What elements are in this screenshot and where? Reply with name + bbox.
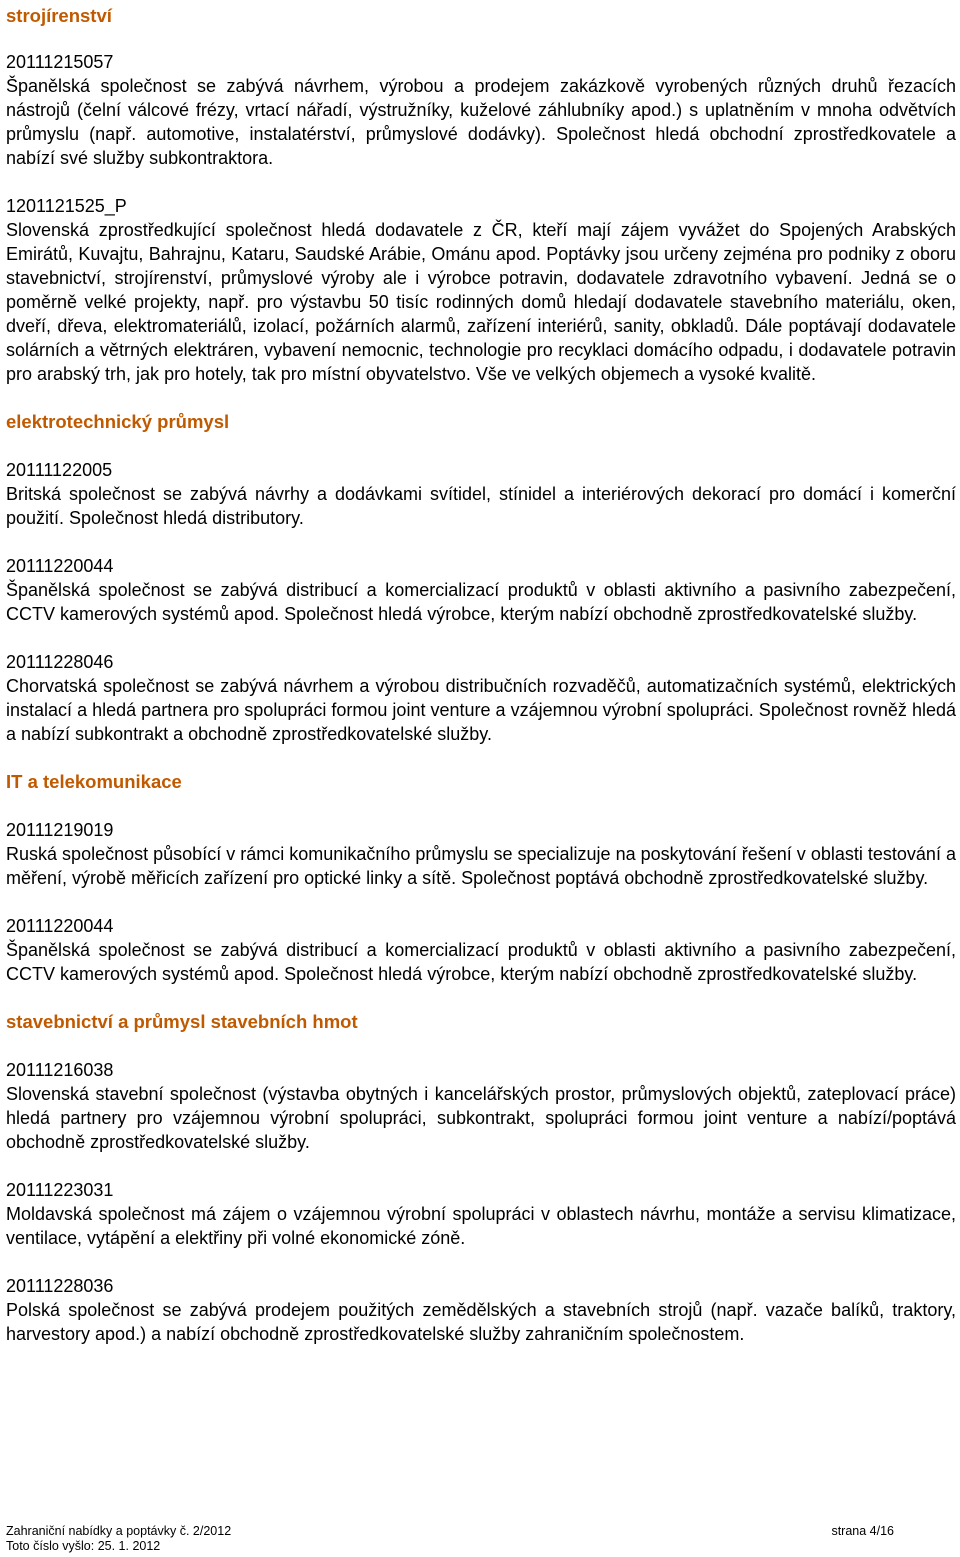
footer-page-number: strana 4/16 [831, 1524, 894, 1538]
section-elektrotechnicky-prumysl [6, 410, 956, 746]
offer-id: 20111122005 [6, 460, 113, 480]
offer-text: Moldavská společnost má zájem o vzájemnou výrobní spolupráci v oblastech návrhu, montáže a servisu klimatizace, ventilace, vytápění a elektřiny při volné ekonomické zóně. [6, 1204, 956, 1248]
offer-text: Španělská společnost se zabývá návrhem, výrobou a prodejem zakázkově vyrobených různých druhů řezacích nástrojů (čelní válcové frézy, vrtací nářadí, výstružníky, kuželové záhlubníky apod.) s uplatněním v mnoha odvětvích průmyslu (např. automotive, instalatérství, průmyslové dodávky). Společnost hledá obchodní zprostředkovatele a nabízí své služby subkontraktora. [6, 76, 956, 168]
offer-text: Španělská společnost se zabývá distribucí a komercializací produktů v oblasti aktivního a pasivního zabezpečení, CCTV kamerových systémů apod. Společnost hledá výrobce, kterým nabízí obchodně zprostředkovatelské služby. [6, 940, 956, 984]
offer-text: Španělská společnost se zabývá distribucí a komercializací produktů v oblasti aktivního a pasivního zabezpečení, CCTV kamerových systémů apod. Společnost hledá výrobce, kterým nabízí obchodně zprostředkovatelské služby. [6, 580, 956, 624]
offer-id: 20111228036 [6, 1276, 114, 1296]
footer-issue-date: Toto číslo vyšlo: 25. 1. 2012 [6, 1539, 161, 1553]
offer-id: 20111219019 [6, 820, 114, 840]
offer-id: 20111220044 [6, 556, 114, 576]
section-it-a-telekomunikace [6, 770, 956, 986]
section-heading: strojírenství [6, 5, 112, 26]
section-strojirenstvi [6, 4, 956, 386]
offer-id: 20111228046 [6, 652, 114, 672]
offer-entry [6, 1178, 956, 1250]
offer-text: Britská společnost se zabývá návrhy a dodávkami svítidel, stínidel a interiérových dekorací pro domácí i komerční použití. Společnost hledá distributory. [6, 484, 956, 528]
offer-entry [6, 194, 956, 386]
offer-entry [6, 818, 956, 890]
footer-row [6, 1524, 956, 1539]
offer-id: 20111215057 [6, 52, 114, 72]
section-heading: IT a telekomunikace [6, 771, 182, 792]
offer-entry [6, 1058, 956, 1154]
offer-id: 20111223031 [6, 1180, 114, 1200]
section-heading: stavebnictví a průmysl stavebních hmot [6, 1011, 358, 1032]
offer-id: 20111216038 [6, 1060, 114, 1080]
offer-entry [6, 554, 956, 626]
offer-entry [6, 1274, 956, 1346]
offer-text: Polská společnost se zabývá prodejem použitých zemědělských a stavebních strojů (např. vazače balíků, traktory, harvestory apod.) a nabízí obchodně zprostředkovatelské služby zahraničním společnostem. [6, 1300, 956, 1344]
document-page [6, 0, 956, 1557]
offer-id: 20111220044 [6, 916, 114, 936]
offer-text: Chorvatská společnost se zabývá návrhem a výrobou distribučních rozvaděčů, automatizačních systémů, elektrických instalací a hledá partnera pro spolupráci formou joint venture a vzájemnou výrobní spolupráci. Společnost rovněž hledá a nabízí subkontrakt a obchodně zprostředkovatelské služby. [6, 676, 956, 744]
offer-text: Ruská společnost působící v rámci komunikačního průmyslu se specializuje na poskytování řešení v oblasti testování a měření, výrobě měřicích zařízení pro optické linky a sítě. Společnost poptává obchodně zprostředkovatelské služby. [6, 844, 956, 888]
offer-text: Slovenská stavební společnost (výstavba obytných i kancelářských prostor, průmyslových objektů, zateplovací práce) hledá partnery pro vzájemnou výrobní spolupráci, subkontrakt, spolupráci formou joint venture a nabízí/poptává obchodně zprostředkovatelské služby. [6, 1084, 956, 1152]
offer-id: 1201121525_P [6, 196, 127, 216]
offer-entry [6, 458, 956, 530]
offer-text: Slovenská zprostředkující společnost hledá dodavatele z ČR, kteří mají zájem vyvážet do Spojených Arabských Emirátů, Kuvajtu, Bahrajnu, Kataru, Saudské Arábie, Ománu apod. Poptávky jsou určeny zejména pro podniky z oboru stavebnictví, strojírenství, průmyslové výroby ale i výrobce potravin, dodavatele zdravotního vybavení. Jedná se o poměrně velké projekty, např. pro výstavbu 50 tisíc rodinných domů hledají dodavatele stavebního materiálu, oken, dveří, dřeva, elektromateriálů, izolací, požárních alarmů, zařízení interiérů, sanity, obkladů. Dále poptávají dodavatele solárních a větrných elektráren, vybavení nemocnic, technologie pro recyklaci domácího odpadu, i dodavatele potravin pro arabský trh, jak pro hotely, tak pro místní obyvatelstvo. Vše ve velkých objemech a vysoké kvalitě. [6, 220, 956, 384]
section-stavebnictvi [6, 1010, 956, 1346]
offer-entry [6, 50, 956, 170]
offer-entry [6, 914, 956, 986]
offer-entry [6, 650, 956, 746]
page-footer [6, 1524, 956, 1554]
footer-publication: Zahraniční nabídky a poptávky č. 2/2012 [6, 1524, 232, 1538]
section-heading: elektrotechnický průmysl [6, 411, 230, 432]
